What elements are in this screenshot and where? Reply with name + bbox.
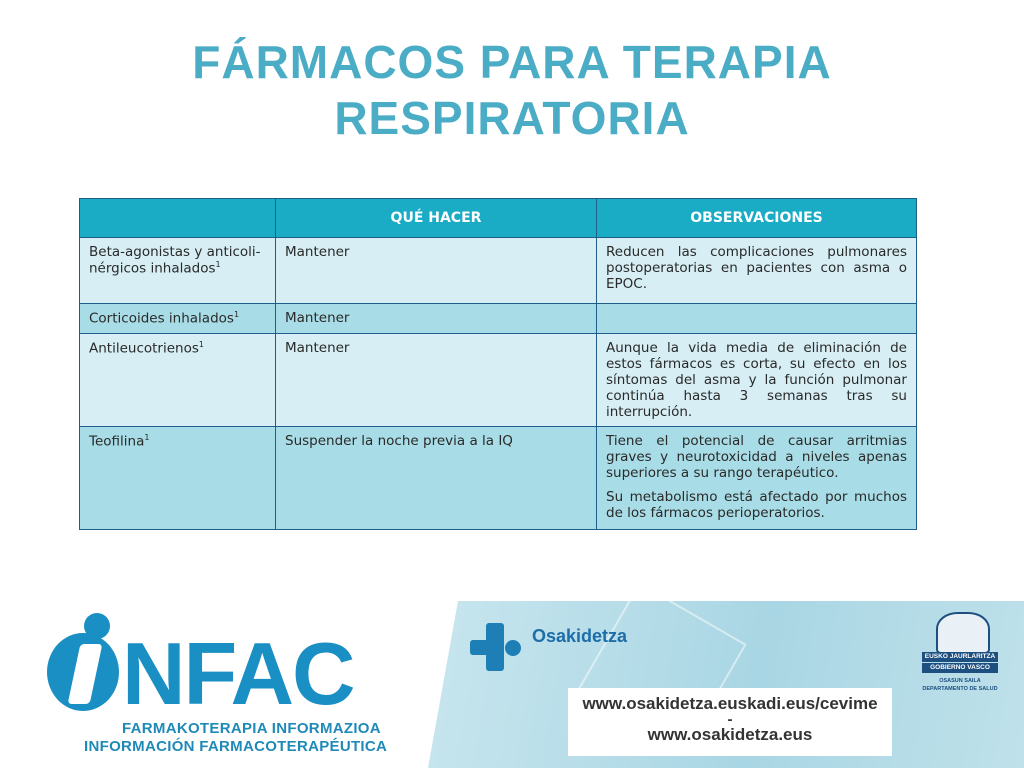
drug-cell [80,238,276,304]
header-action: QUÉ HACER [276,199,597,238]
header-observations: OBSERVACIONES [597,199,917,238]
table-row [80,304,917,334]
footnote-ref: 1 [233,310,240,319]
footnote-ref: 1 [215,260,221,269]
infac-i-dot [84,613,110,639]
footnote-ref: 1 [198,340,204,349]
infac-subtitle-es: INFORMACIÓN FARMACOTERAPÉUTICA [84,738,388,755]
action-cell: Mantener [276,304,597,334]
footnote-ref: 1 [144,433,150,442]
observation-cell [597,238,917,304]
drug-cell [80,334,276,427]
url-separator: - [727,711,733,728]
url-cevime-link[interactable]: www.osakidetza.euskadi.eus/cevime [582,694,878,713]
observation-text: Tiene el potencial de causar arritmias graves y neurotoxicidad a niveles apenas superiores a su rango terapéutico. [606,433,907,481]
action-cell: Mantener [276,334,597,427]
observation-text: Aunque la vida media de eliminación de estos fármacos es corta, su efecto en los síntomas del asma y la función pulmonar continúa hasta 3 semanas tras su interrupción. [606,340,907,420]
observation-text: Reducen las complicaciones pulmonares postoperatorias en pacientes con asma o EPOC. [606,244,907,292]
url-osakidetza-link[interactable]: www.osakidetza.eus [647,725,813,744]
table-header-row [80,199,917,238]
header-drug [80,199,276,238]
slide-title-line2: RESPIRATORIA [334,92,690,144]
gov-dept-eu: OSASUN SAILA [939,678,981,684]
drug-table [79,198,917,530]
drug-name: Teofilina [89,433,145,450]
drug-cell [80,304,276,334]
table-row [80,427,917,530]
osakidetza-logo-bar [470,640,496,655]
gov-dept-es: DEPARTAMENTO DE SALUD [922,686,998,692]
action-cell: Suspender la noche previa a la IQ [276,427,597,530]
infac-wordmark: NFAC [122,624,354,723]
osakidetza-logo-dot [505,640,521,656]
infac-subtitle-eu: FARMAKOTERAPIA INFORMAZIOA [122,720,381,737]
observation-cell [597,334,917,427]
slide-title-line1: FÁRMACOS PARA TERAPIA [192,36,832,88]
observation-text: Su metabolismo está afectado por muchos de los fármacos perioperatorios. [606,489,907,521]
drug-name: Antileucotrienos [89,340,199,357]
gov-band-es: GOBIERNO VASCO [922,663,998,673]
drug-name: Corticoides inhalados [89,310,234,327]
basque-government-seal-icon [936,612,990,654]
drug-name: Beta-agonistas y anticoli-nérgicos inhalados [89,244,261,277]
table-row [80,334,917,427]
table-row [80,238,917,304]
action-cell: Mantener [276,238,597,304]
observation-cell [597,304,917,334]
drug-cell [80,427,276,530]
observation-cell [597,427,917,530]
gov-band-eu: EUSKO JAURLARITZA [922,652,998,662]
slide-title [0,34,1024,146]
osakidetza-name: Osakidetza [532,626,628,646]
